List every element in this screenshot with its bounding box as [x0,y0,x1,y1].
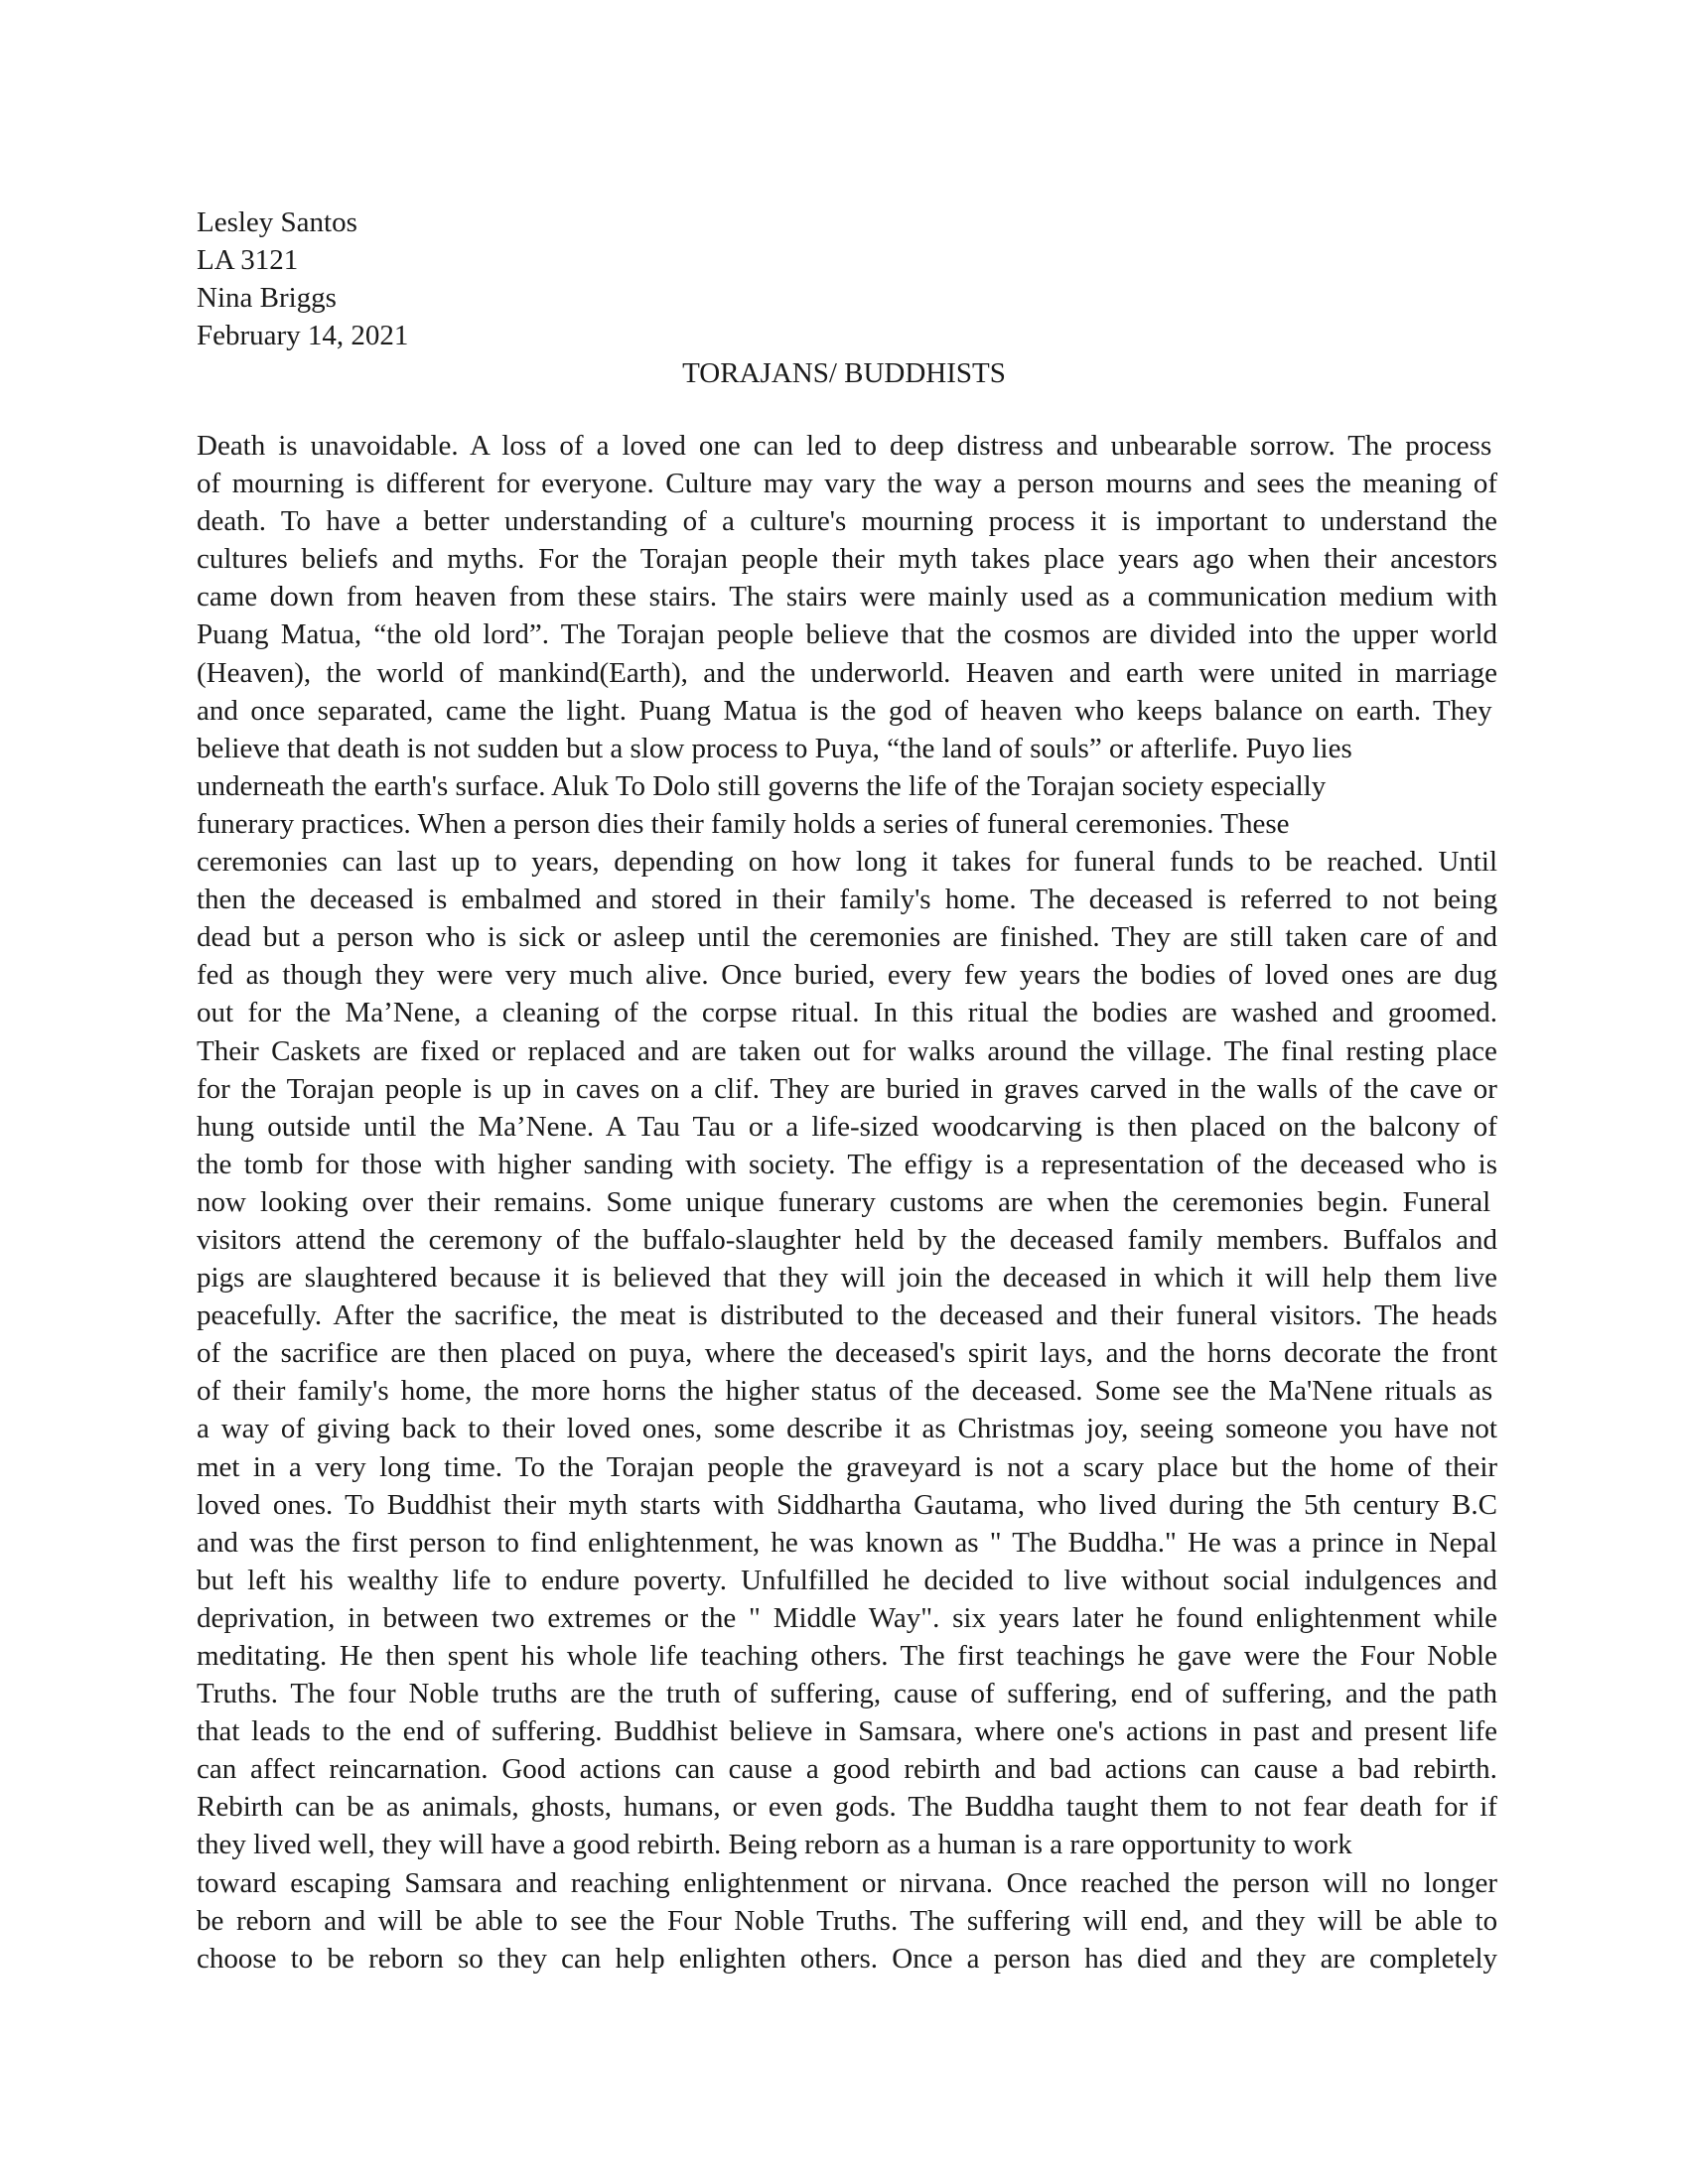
body-line: toward escaping Samsara and reaching enlightenment or nirvana. Once reached the person will no longer [197,1866,1497,1899]
body-line: then the deceased is embalmed and stored in their family's home. The deceased is referred to not being [197,884,1498,916]
body-line: Death is unavoidable. A loss of a loved one can led to deep distress and unbearable sorrow. The process [197,430,1492,462]
body-line: hung outside until the Ma’Nene. A Tau Tau or a life-sized woodcarving is then placed on the balcony of [197,1110,1497,1143]
body-line: loved ones. To Buddhist their myth starts with Siddhartha Gautama, who lived during the 5th century B.C [197,1488,1497,1521]
course-code: LA 3121 [197,244,299,276]
body-line: can affect reincarnation. Good actions can cause a good rebirth and bad actions can cause a bad rebirth. [197,1753,1497,1786]
author-name: Lesley Santos [197,206,357,238]
instructor-name: Nina Briggs [197,282,337,314]
body-line: Their Caskets are fixed or replaced and are taken out for walks around the village. The final resting place [197,1034,1497,1067]
body-line: (Heaven), the world of mankind(Earth), and the underworld. Heaven and earth were united in marriage [197,656,1498,689]
body-line: out for the Ma’Nene, a cleaning of the corpse ritual. In this ritual the bodies are washed and groomed. [197,997,1498,1029]
body-line: came down from heaven from these stairs. The stairs were mainly used as a communication medium with [197,581,1497,614]
body-line: death. To have a better understanding of a culture's mourning process it is important to understand the [197,505,1498,538]
body-line: Truths. The four Noble truths are the truth of suffering, cause of suffering, end of suffering, and the path [197,1678,1497,1710]
body-line: a way of giving back to their loved ones, some describe it as Christmas joy, seeing someone you have not [197,1413,1497,1445]
body-line: Rebirth can be as animals, ghosts, humans, or even gods. The Buddha taught them to not fear death for if [197,1791,1497,1824]
body-line: of the sacrifice are then placed on puya, where the deceased's spirit lays, and the horns decorate the front [197,1337,1498,1370]
date: February 14, 2021 [197,320,409,351]
body-line: cultures beliefs and myths. For the Torajan people their myth takes place years ago when their ancestors [197,543,1498,576]
body-line: deprivation, in between two extremes or the " Middle Way". six years later he found enlightenment while [197,1601,1498,1634]
body-line: for the Torajan people is up in caves on a clif. They are buried in graves carved in the walls of the cave or [197,1072,1497,1105]
body-line: met in a very long time. To the Torajan people the graveyard is not a scary place but the home of their [197,1450,1498,1483]
body-line: ceremonies can last up to years, depending on how long it takes for funeral funds to be reached. Until [197,846,1498,879]
body-line: fed as though they were very much alive. Once buried, every few years the bodies of loved ones are dug [197,959,1497,992]
body-line: of their family's home, the more horns the higher status of the deceased. Some see the Ma'Nene rituals as [197,1375,1493,1408]
body-line: meditating. He then spent his whole life teaching others. The first teachings he gave were the Four Noble [197,1640,1497,1672]
body-line: Puang Matua, “the old lord”. The Torajan people believe that the cosmos are divided into the upper world [197,618,1498,651]
body-line: the tomb for those with higher sanding with society. The effigy is a representation of the deceased who is [197,1148,1498,1180]
body-line: peacefully. After the sacrifice, the meat is distributed to the deceased and their funeral visitors. The heads [197,1299,1498,1332]
body-line: be reborn and will be able to see the Four Noble Truths. The suffering will end, and they will be able to [197,1904,1498,1937]
body-line: and was the first person to find enlightenment, he was known as " The Buddha." He was a prince in Nepal [197,1526,1497,1559]
document-title: TORAJANS/ BUDDHISTS [682,357,1006,389]
body-paragraph [197,427,1497,1978]
body-line: of mourning is different for everyone. Culture may vary the way a person mourns and sees the meaning of [197,468,1497,500]
body-line: dead but a person who is sick or asleep until the ceremonies are finished. They are still taken care of and [197,921,1498,954]
body-line: pigs are slaughtered because it is believed that they will join the deceased in which it will help them live [197,1262,1497,1295]
body-line: and once separated, came the light. Puang Matua is the god of heaven who keeps balance on earth. They [197,694,1492,727]
heading-block [197,204,408,354]
body-line: funerary practices. When a person dies their family holds a series of funeral ceremonies. These [197,807,1290,840]
body-line: choose to be reborn so they can help enlighten others. Once a person has died and they are completely [197,1942,1498,1975]
body-line: underneath the earth's surface. Aluk To Dolo still governs the life of the Torajan society especially [197,769,1327,802]
body-line: they lived well, they will have a good rebirth. Being reborn as a human is a rare opportunity to work [197,1829,1352,1861]
body-line: visitors attend the ceremony of the buffalo-slaughter held by the deceased family members. Buffalos and [197,1223,1497,1256]
body-line: now looking over their remains. Some unique funerary customs are when the ceremonies begin. Funeral [197,1185,1491,1218]
body-line: that leads to the end of suffering. Buddhist believe in Samsara, where one's actions in past and present life [197,1715,1497,1748]
body-line: believe that death is not sudden but a slow process to Puya, “the land of souls” or afterlife. Puyo lies [197,732,1352,764]
body-line: but left his wealthy life to endure poverty. Unfulfilled he decided to live without social indulgences and [197,1564,1497,1596]
